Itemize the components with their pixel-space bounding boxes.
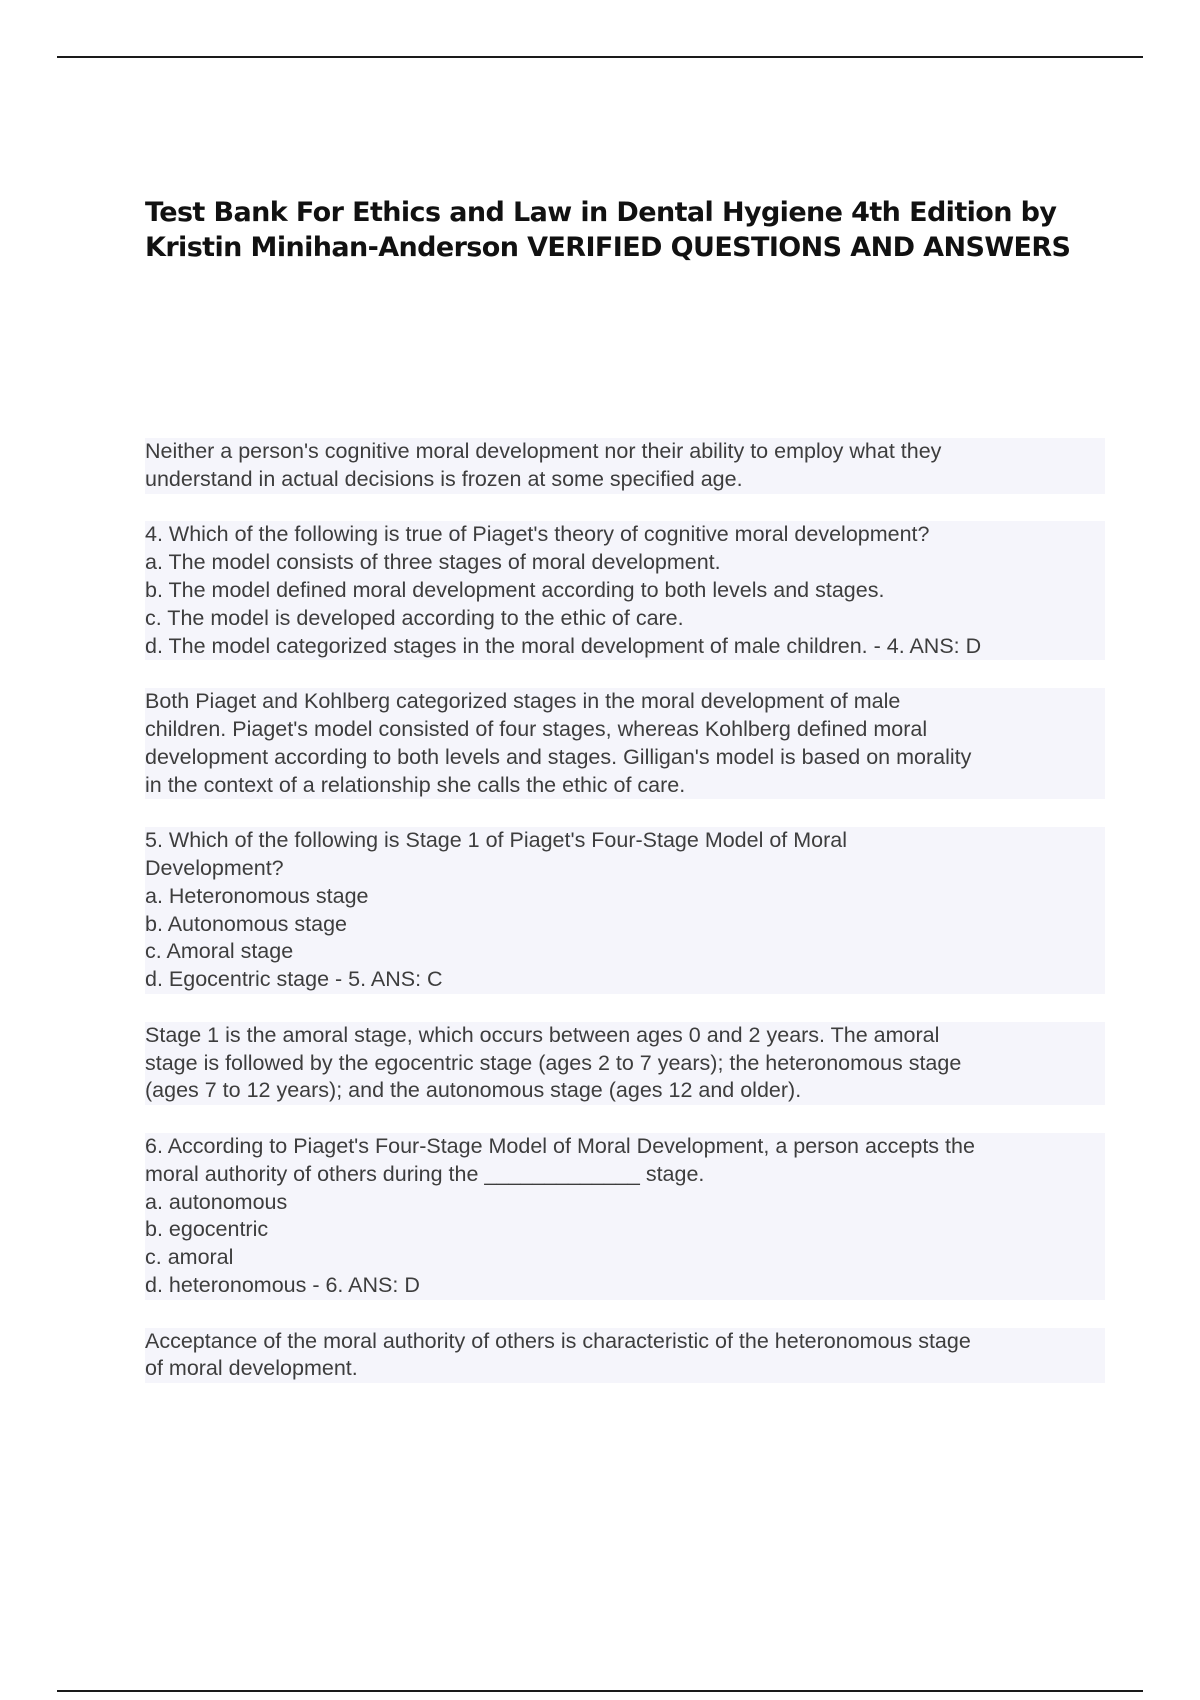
document-body bbox=[145, 438, 1105, 1411]
question-text: 6. According to Piaget's Four-Stage Model of Moral Development, a person accepts the bbox=[145, 1133, 975, 1158]
answer-option-c: c. The model is developed according to the ethic of care. bbox=[145, 605, 684, 630]
answer-option-a: a. Heteronomous stage bbox=[145, 883, 369, 908]
question-6-rationale bbox=[145, 1328, 1105, 1384]
question-5-rationale bbox=[145, 1022, 1105, 1105]
answer-option-c: c. amoral bbox=[145, 1245, 234, 1270]
answer-option-d: d. The model categorized stages in the moral development of male children. - 4. ANS: D bbox=[145, 633, 982, 658]
rationale-line: Neither a person's cognitive moral development nor their ability to employ what they bbox=[145, 439, 942, 463]
top-rule bbox=[57, 56, 1143, 58]
answer-option-c: c. Amoral stage bbox=[145, 939, 294, 964]
question-text: moral authority of others during the _____________ stage. bbox=[145, 1161, 705, 1186]
answer-option-a: a. The model consists of three stages of moral development. bbox=[145, 550, 721, 575]
answer-option-d: d. heteronomous - 6. ANS: D bbox=[145, 1272, 420, 1297]
rationale-line: Acceptance of the moral authority of others is characteristic of the heteronomous stage bbox=[145, 1328, 971, 1353]
answer-option-a: a. autonomous bbox=[145, 1189, 288, 1214]
question-4-rationale bbox=[145, 688, 1105, 799]
rationale-line: development according to both levels and stages. Gilligan's model is based on morality bbox=[145, 744, 972, 769]
rationale-line: (ages 7 to 12 years); and the autonomous stage (ages 12 and older). bbox=[145, 1078, 802, 1103]
rationale-line: Both Piaget and Kohlberg categorized stages in the moral development of male bbox=[145, 689, 901, 714]
rationale-line: understand in actual decisions is frozen at some specified age. bbox=[145, 466, 743, 491]
question-4 bbox=[145, 521, 1105, 660]
answer-option-b: b. egocentric bbox=[145, 1217, 269, 1242]
bottom-rule bbox=[57, 1690, 1143, 1692]
intro-rationale bbox=[145, 438, 1105, 494]
question-5 bbox=[145, 827, 1105, 994]
answer-option-b: b. The model defined moral development according to both levels and stages. bbox=[145, 577, 885, 602]
question-text: Development? bbox=[145, 855, 284, 880]
answer-option-d: d. Egocentric stage - 5. ANS: C bbox=[145, 967, 443, 992]
document-title: Test Bank For Ethics and Law in Dental Hygiene 4th Edition by Kristin Minihan-Anderson VERIFIED QUESTIONS AND ANSWERS bbox=[145, 197, 1071, 263]
rationale-line: Stage 1 is the amoral stage, which occurs between ages 0 and 2 years. The amoral bbox=[145, 1022, 940, 1047]
rationale-line: in the context of a relationship she calls the ethic of care. bbox=[145, 772, 686, 797]
question-6 bbox=[145, 1133, 1105, 1300]
rationale-line: stage is followed by the egocentric stage (ages 2 to 7 years); the heteronomous stage bbox=[145, 1050, 962, 1075]
rationale-line: children. Piaget's model consisted of four stages, whereas Kohlberg defined moral bbox=[145, 716, 928, 741]
answer-option-b: b. Autonomous stage bbox=[145, 911, 348, 936]
rationale-line: of moral development. bbox=[145, 1356, 358, 1381]
question-text: 5. Which of the following is Stage 1 of Piaget's Four-Stage Model of Moral bbox=[145, 828, 848, 853]
question-text: 4. Which of the following is true of Piaget's theory of cognitive moral development? bbox=[145, 522, 930, 547]
